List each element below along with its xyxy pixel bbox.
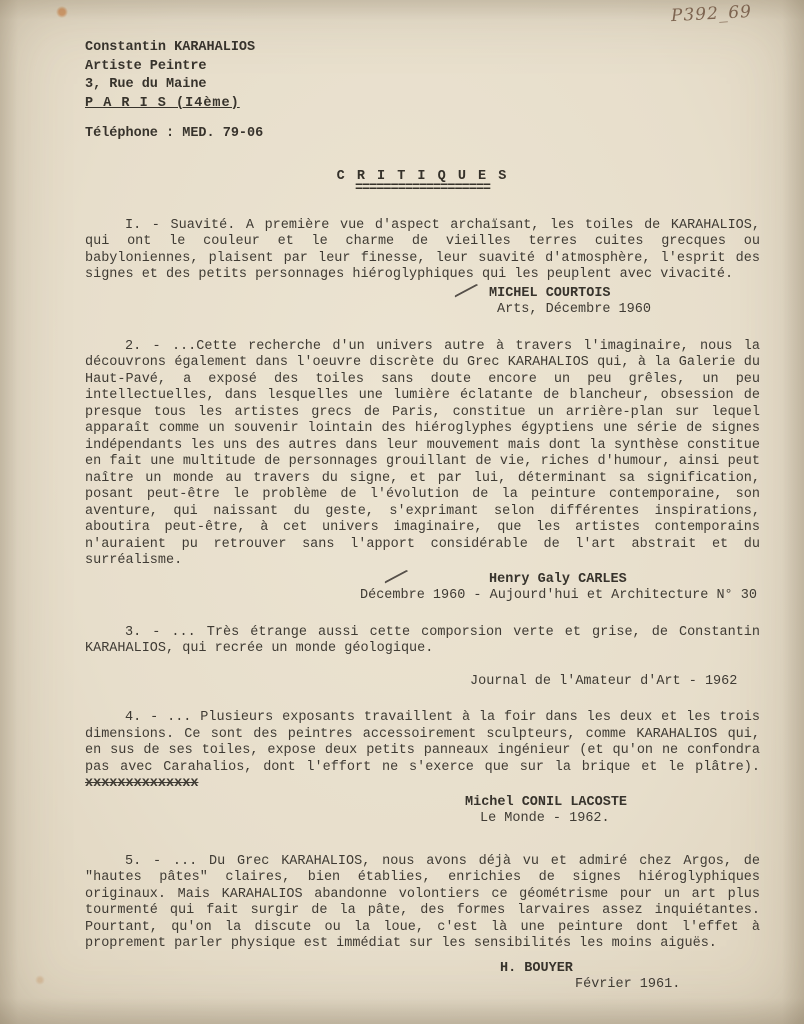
page-title: C R I T I Q U E S [336, 168, 509, 184]
title-underline: =================== [355, 181, 490, 196]
critique-4-signature: Michel CONIL LACOSTE [465, 794, 628, 810]
document-title-block [85, 169, 760, 198]
critique-5-body: 5. - ... Du Grec KARAHALIOS, nous avons déjà vu et admiré chez Argos, de "hautes pâtes" claires, bien établies, enrichies de signes hiéroglyphiques originaux. Mais KARAHALIOS abandonne volontiers ce géométrisme pour un art plus tourmenté qui fait surgir de la pâte, des formes larvaires assez inquiétantes. Pourtant, qu'on la discute ou la loue, c'est là une peinture dont l'effet à proprement parler physique est immédiat sur les sensibilités les moins aiguës. [85, 853, 760, 951]
critique-4-body: 4. - ... Plusieurs exposants travaillent à la foir dans les deux et les trois dimensions. Ce sont des peintres accessoirement sculpteurs, comme KARAHALIOS qui, en sus de ses toiles, expose deux petits panneaux ingénieur (et qu'on ne confondra pas avec Carahalios, dont l'effort ne s'exerce que sur la brique et le plâtre). xxxxxxxxxxxxxx [85, 710, 760, 791]
author-address: 3, Rue du Maine [85, 77, 207, 92]
author-title: Artiste Peintre [85, 58, 207, 74]
letterhead [85, 40, 760, 143]
critique-1-source: Arts, Décembre 1960 [497, 302, 651, 317]
critique-5-source: Février 1961. [575, 977, 681, 992]
critique-2 [85, 339, 760, 605]
critique-1-body: I. - Suavité. A première vue d'aspect archaïsant, les toiles de KARAHALIOS, qui ont le couleur et le charme de vieilles terres cuites grecques ou babyloniennes, plaisent par leur finesse, leur suavité d'atmosphère, l'esprit des signes et des petits personnages hiéroglyphiques qui les peuplent avec vivacité. [85, 217, 760, 282]
critique-5 [85, 854, 760, 994]
author-phone: Téléphone : MED. 79-06 [85, 126, 264, 141]
handwritten-slash-mark [384, 569, 409, 585]
critique-4 [85, 710, 760, 828]
author-city: P A R I S (I4ème) [85, 95, 240, 111]
critique-1-signature: MICHEL COURTOIS [455, 286, 760, 303]
critique-3-body: 3. - ... Très étrange aussi cette comporsion verte et grise, de Constantin KARAHALIOS, qui recrée un monde géologique. [85, 624, 760, 656]
critique-2-signature: Henry Galy CARLES [385, 572, 760, 589]
struck-out-text: xxxxxxxxxxxxxx [85, 776, 199, 791]
critique-4-source: Le Monde - 1962. [480, 811, 610, 826]
critique-2-body: 2. - ...Cette recherche d'un univers autre à travers l'imaginaire, nous la découvrons également dans l'oeuvre discrète du Grec KARAHALIOS qui, à la Galerie du Haut-Pavé, a exposé des toiles sans doute encore un peu grêles, un peu intellectuelles, dans lesquelles une lumière éclatante de blancheur, obsession de presque tous les artistes grecs de Paris, constitue un arrière-plan sur lequel apparaît comme un souvenir lointain des hiéroglyphes égyptiens une série de signes indépendants les uns des autres dans leur mouvement mais dont la synthèse constitue en fait une multitude de personnages grouillant de vie, riches d'humour, ainsi peut naître un monde au travers du signe, et par lui, déterminant sa signification, posant peut-être le problème de l'évolution de la peinture contemporaine, son aventure, qui naissant du geste, s'exprimant selon différentes inspirations, aboutira peut-être, à cet univers imaginaire, que les artistes contemporains n'auraient pu retrouver sans l'apport considérable de l'art abstrait et du surréalisme. [85, 338, 760, 568]
critique-1 [85, 218, 760, 319]
handwritten-slash-mark [454, 283, 479, 299]
critique-3-source: Journal de l'Amateur d'Art - 1962 [470, 673, 738, 689]
critique-3 [85, 625, 760, 691]
handwritten-archive-number: P392_69 [670, 1, 753, 27]
critique-2-source: Décembre 1960 - Aujourd'hui et Architecture N° 30 [360, 588, 757, 603]
author-name: Constantin KARAHALIOS [85, 40, 256, 55]
critique-5-signature: H. BOUYER [500, 960, 573, 976]
